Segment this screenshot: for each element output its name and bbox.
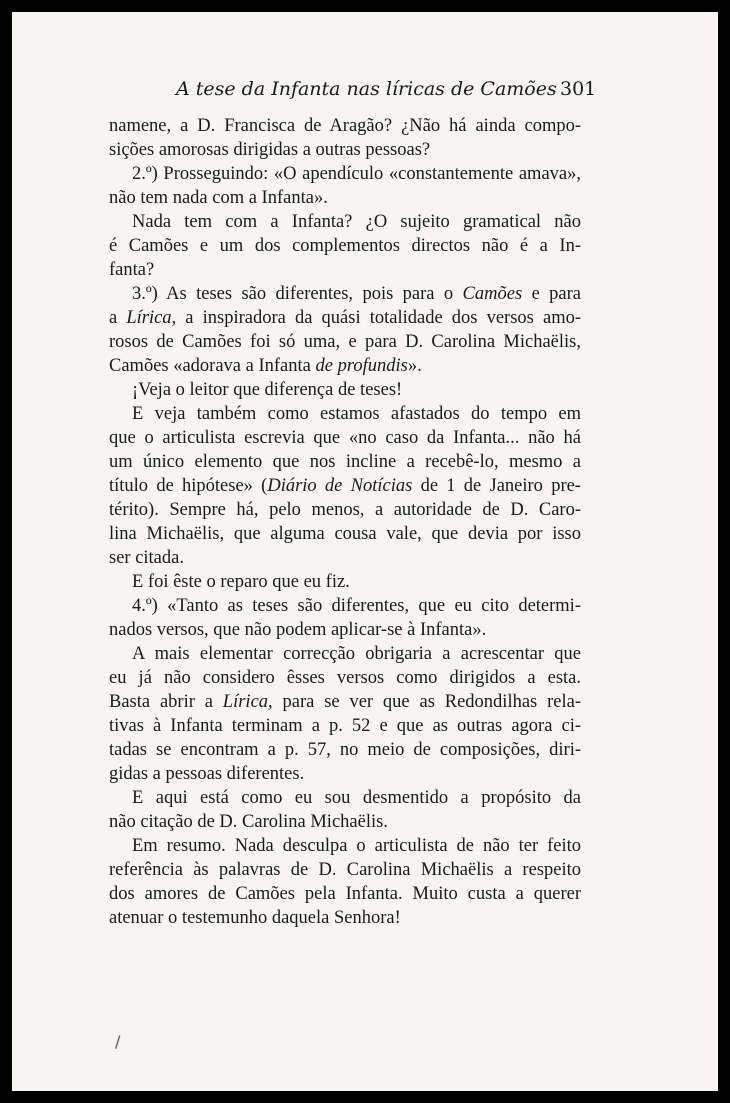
text-line: Nada tem com a Infanta? ¿O sujeito gramatical não bbox=[132, 212, 581, 232]
text-line: gidas a pessoas diferentes. bbox=[109, 764, 305, 784]
text-line: E veja também como estamos afastados do tempo em bbox=[132, 404, 581, 424]
page-header bbox=[12, 78, 718, 102]
text-line: referência às palavras de D. Carolina Michaëlis a respeito bbox=[109, 860, 581, 880]
running-title: A tese da Infanta nas líricas de Camões bbox=[176, 78, 557, 100]
text-line: rosos de Camões foi só uma, e para D. Carolina Michaëlis, bbox=[109, 332, 581, 352]
text-line: que o articulista escrevia que «no caso da Infanta... não há bbox=[109, 428, 581, 448]
text-line: atenuar o testemunho daquela Senhora! bbox=[109, 908, 401, 928]
text-line: 2.º) Prosseguindo: «O apendículo «constantemente amava», bbox=[132, 164, 581, 184]
text-line: nados versos, que não podem aplicar-se à Infanta». bbox=[109, 620, 487, 640]
text-line: térito). Sempre há, pelo menos, a autoridade de D. Caro- bbox=[109, 500, 581, 520]
text-line: não tem nada com a Infanta». bbox=[109, 188, 328, 208]
text-line: E foi êste o reparo que eu fiz. bbox=[132, 572, 350, 592]
text-line: 3.º) As teses são diferentes, pois para o Camões e para bbox=[132, 284, 581, 304]
text-line: sições amorosas dirigidas a outras pessoas? bbox=[109, 140, 431, 160]
body-text bbox=[109, 114, 581, 930]
text-line: Basta abrir a Lírica, para se ver que as Redondilhas rela- bbox=[109, 692, 581, 712]
text-line: tadas se encontram a p. 57, no meio de composições, diri- bbox=[109, 740, 581, 760]
page-scan bbox=[12, 12, 718, 1091]
page-number: 301 bbox=[560, 78, 597, 100]
text-line: não citação de D. Carolina Michaëlis. bbox=[109, 812, 388, 832]
text-line: Camões «adorava a Infanta de profundis». bbox=[109, 356, 422, 376]
text-line: tivas à Infanta terminam a p. 52 e que as outras agora ci- bbox=[109, 716, 581, 736]
text-line: lina Michaëlis, que alguma cousa vale, que devia por isso bbox=[109, 524, 581, 544]
text-line: título de hipótese» (Diário de Notícias de 1 de Janeiro pre- bbox=[109, 476, 581, 496]
text-line: dos amores de Camões pela Infanta. Muito custa a querer bbox=[109, 884, 581, 904]
text-line: fanta? bbox=[109, 260, 155, 280]
text-line: a Lírica, a inspiradora da quási totalidade dos versos amo- bbox=[109, 308, 581, 328]
text-line: é Camões e um dos complementos directos não é a In- bbox=[109, 236, 581, 256]
text-line: A mais elementar correcção obrigaria a acrescentar que bbox=[132, 644, 581, 664]
text-line: namene, a D. Francisca de Aragão? ¿Não há ainda compo- bbox=[109, 116, 581, 136]
text-line: um único elemento que nos incline a recebê-lo, mesmo a bbox=[109, 452, 581, 472]
text-line: ¡Veja o leitor que diferença de teses! bbox=[132, 380, 403, 400]
text-line: eu já não considero êsses versos como dirigidos a esta. bbox=[109, 668, 581, 688]
text-line: E aqui está como eu sou desmentido a propósito da bbox=[132, 788, 581, 808]
text-line: ser citada. bbox=[109, 548, 184, 568]
stray-pencil-mark: / bbox=[115, 1032, 121, 1051]
text-line: 4.º) «Tanto as teses são diferentes, que eu cito determi- bbox=[132, 596, 581, 616]
text-line: Em resumo. Nada desculpa o articulista de não ter feito bbox=[132, 836, 581, 856]
